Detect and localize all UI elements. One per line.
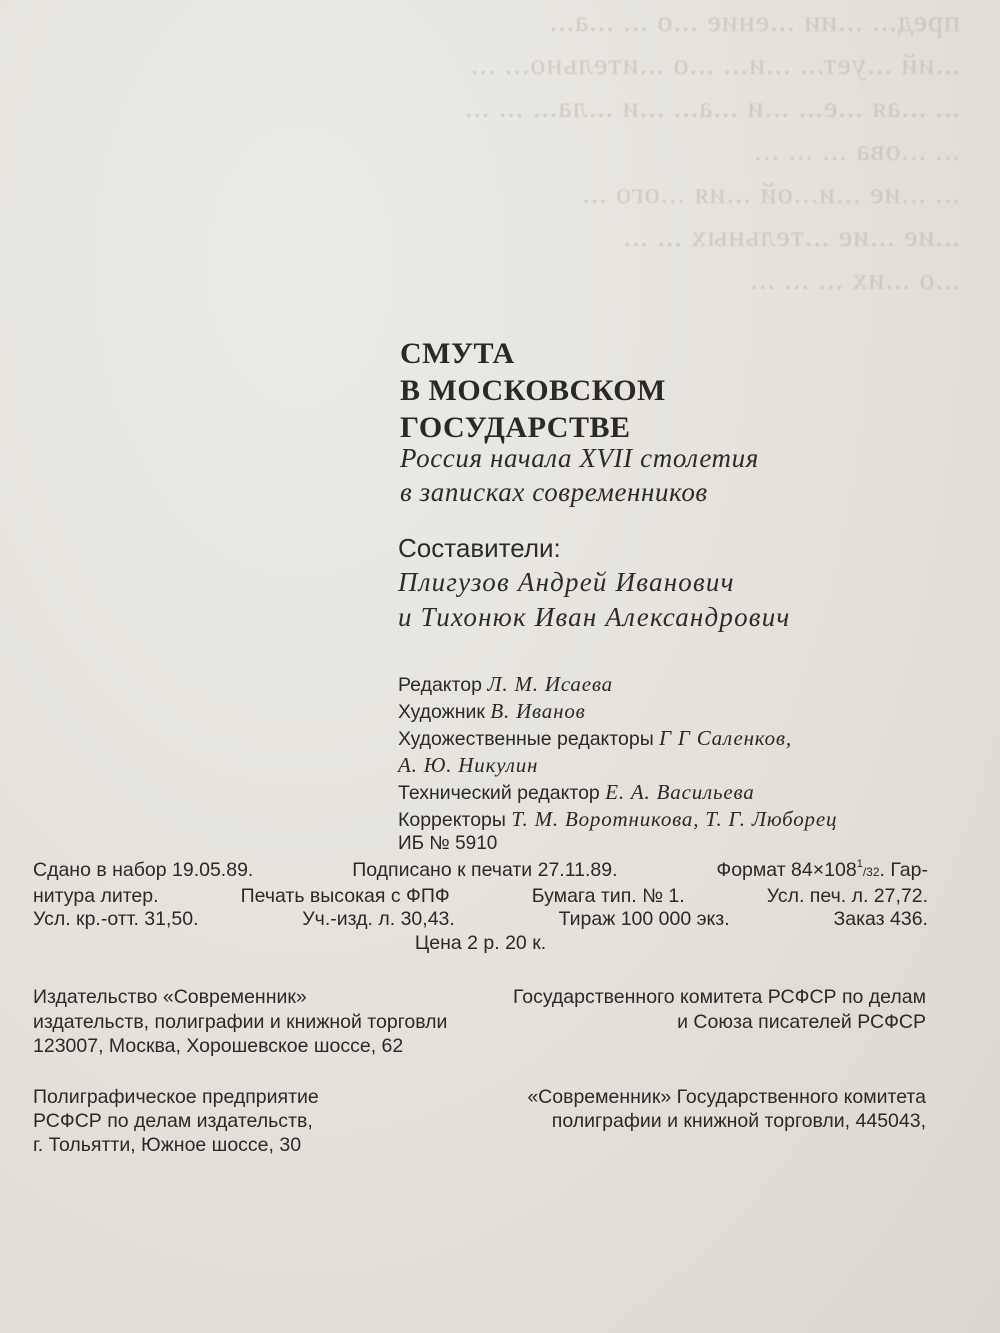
credit-label: Редактор — [398, 674, 482, 696]
credit-tech-editor — [398, 779, 837, 806]
imprint-typeface: нитура литер. — [33, 884, 159, 907]
printer-text: полиграфии и книжной торговли, 445043, — [551, 1110, 926, 1132]
imprint-price: Цена 2 р. 20 к. — [414, 931, 547, 954]
bleed-line: ... ...ая ...е... ...и ...а... ...и ...ла... ... ... — [463, 91, 960, 124]
printer-text: Полиграфическое предприятие — [33, 1086, 319, 1108]
publisher-line — [33, 1010, 926, 1035]
bleed-line: ... ...ова ... ... ... — [753, 134, 960, 167]
title-line: ГОСУДАРСТВЕ — [400, 411, 631, 444]
imprint-print-run: Тираж 100 000 экз. — [558, 908, 730, 930]
imprint-format-text: Формат 84×108 — [716, 859, 857, 881]
credit-artist — [398, 698, 837, 725]
bleed-line: ...ий ...ует... ...и... ...о ...ительно... ... — [469, 48, 960, 81]
publisher-line — [33, 985, 926, 1010]
credit-name: В. Иванов — [490, 699, 586, 723]
compiler-name: Плигузов Андрей Иванович — [398, 567, 735, 597]
ib-number: ИБ № 5910 — [398, 833, 498, 854]
imprint-print-date: Подписано к печати 27.11.89. — [352, 859, 618, 881]
publisher-text: издательств, полиграфии и книжной торговли — [33, 1010, 448, 1033]
imprint-block — [33, 859, 928, 955]
imprint-color-prints: Усл. кр.-отт. 31,50. — [33, 908, 199, 930]
imprint-format-sup: 1 — [856, 858, 863, 870]
credit-label: Технический редактор — [398, 782, 600, 804]
credit-label: Художественные редакторы — [398, 728, 654, 750]
bleed-through-text — [30, 0, 960, 290]
title-line: В МОСКОВСКОМ — [400, 374, 666, 407]
bleed-line: ...ие ...ие ...тельных ... ... — [622, 220, 960, 253]
book-subtitle — [400, 441, 759, 509]
imprint-edition-sheets: Уч.-изд. л. 30,43. — [302, 908, 455, 930]
printer-block — [33, 1085, 926, 1157]
printer-address: г. Тольятти, Южное шоссе, 30 — [33, 1134, 302, 1156]
imprint-typeset-date: Сдано в набор 19.05.89. — [33, 859, 254, 881]
credits-block — [398, 671, 837, 833]
subtitle-line: в записках современников — [400, 477, 708, 507]
imprint-line — [33, 908, 928, 932]
imprint-sheets: Усл. печ. л. 27,72. — [766, 884, 928, 907]
publisher-text: Государственного комитета РСФСР по делам — [512, 986, 926, 1008]
printer-line — [33, 1109, 926, 1133]
compiler-name: и Тихонюк Иван Александрович — [398, 602, 791, 632]
imprint-printing: Печать высокая с ФПФ — [240, 884, 450, 907]
printer-text: «Современник» Государственного комитета — [527, 1086, 926, 1108]
credit-art-editors — [398, 725, 837, 752]
imprint-format-tail: . Гар- — [879, 859, 928, 881]
bleed-line: пред... ...ии ...ение ...о ... ...а... — [548, 5, 960, 38]
credit-name: Л. М. Исаева — [487, 672, 613, 696]
credit-proofreaders — [398, 806, 837, 833]
publisher-block — [33, 985, 926, 1059]
bleed-line: ... ...ие ...и...ой ...ия ...ого ... — [581, 177, 960, 210]
imprint-paper: Бумага тип. № 1. — [531, 884, 685, 907]
credit-label: Корректоры — [398, 809, 506, 831]
credit-art-editors-cont — [398, 752, 837, 779]
book-title — [400, 335, 666, 446]
subtitle-line: Россия начала XVII столетия — [400, 443, 759, 473]
imprint-format-sub: /32 — [862, 865, 880, 879]
publisher-address: 123007, Москва, Хорошевское шоссе, 62 — [33, 1035, 404, 1057]
credit-name: Е. А. Васильева — [605, 780, 755, 804]
credit-name: Т. М. Воротникова, Т. Г. Люборец — [511, 807, 838, 831]
printer-line — [33, 1085, 926, 1109]
imprint-order: Заказ 436. — [833, 908, 928, 930]
imprint-line — [33, 885, 928, 909]
title-line: СМУТА — [400, 337, 515, 370]
printer-text: РСФСР по делам издательств, — [33, 1110, 313, 1132]
bleed-line: ...о ...их ... ... ... — [749, 263, 960, 290]
imprint-format — [716, 859, 928, 885]
imprint-line — [33, 859, 928, 885]
compilers-heading: Составители: — [398, 533, 561, 563]
publisher-text: и Союза писателей РСФСР — [677, 1010, 926, 1033]
credit-editor — [398, 671, 837, 698]
compilers-names — [398, 565, 790, 635]
credit-name: Г Г Саленков, — [659, 726, 792, 750]
credit-label: Художник — [398, 701, 485, 723]
publisher-text: Издательство «Современник» — [33, 986, 307, 1008]
credit-name: А. Ю. Никулин — [398, 753, 539, 777]
